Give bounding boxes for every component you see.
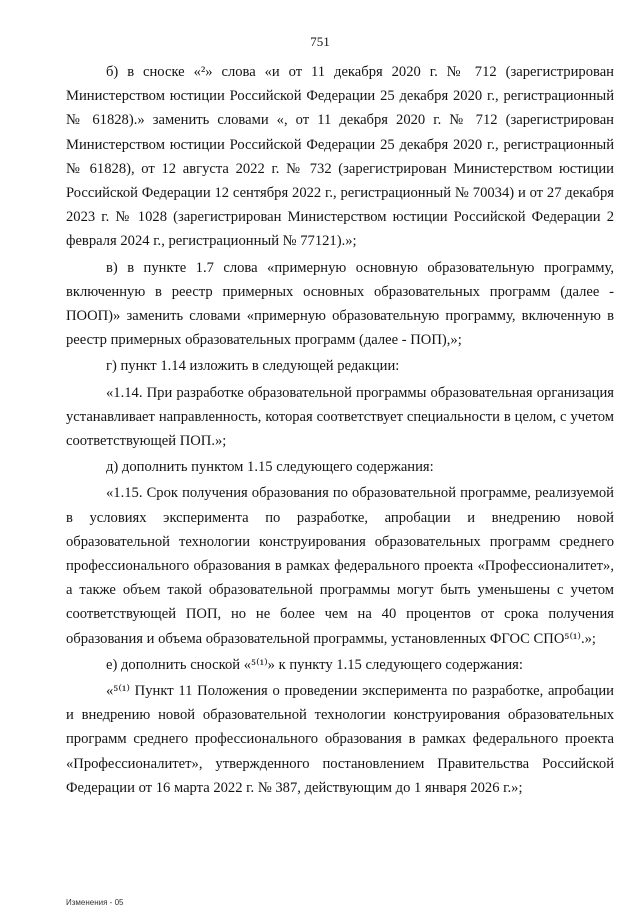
paragraph-g-item-1-14: г) пункт 1.14 изложить в следующей редакции: xyxy=(106,358,400,375)
paragraph-footnote-5-1-text: «⁵⁽¹⁾ Пункт 11 Положения о проведении эксперимента по разработке, апробации и внедрению новой образовательной технологии конструирования образовательных программ среднего профессионального образования в рамках федерального проекта «Профессионалитет», утвержденного постановлением Правительства Российской Федерации от 16 марта 2022 г. № 387, действующим до 1 января 2026 г.»; xyxy=(66,683,614,796)
paragraph-d-item-1-15: д) дополнить пунктом 1.15 следующего содержания: xyxy=(106,459,434,476)
paragraph-item-1-15-text: «1.15. Срок получения образования по образовательной программе, реализуемой в условиях эксперимента по разработке, апробации и внедрению новой образовательной технологии конструирования образовательных программ среднего профессионального образования в рамках федерального проекта «Профессионалитет», а также объем такой образовательной программы могут быть уменьшены с учетом соответствующей ПОП, но не более чем на 40 процентов от срока получения образования и объема образовательной программы, установленных ФГОС СПО⁵⁽¹⁾.»; xyxy=(66,485,614,647)
paragraph-e-footnote-5-1: е) дополнить сноской «⁵⁽¹⁾» к пункту 1.15 следующего содержания: xyxy=(106,656,523,673)
paragraph-b-footnote-2: б) в сноске «²» слова «и от 11 декабря 2020 г. № 712 (зарегистрирован Министерством юстиции Российской Федерации 25 декабря 2020 г., регистрационный № 61828).» заменить словами «, от 11 декабря 2020 г. № 712 (зарегистрирован Министерством юстиции Российской Федерации 25 декабря 2020 г., регистрационный № 61828), от 12 августа 2022 г. № 732 (зарегистрирован Министерством юстиции Российской Федерации 12 сентября 2022 г., регистрационный № 70034) и от 27 декабря 2023 г. № 1028 (зарегистрирован Министерством юстиции Российской Федерации 2 февраля 2024 г., регистрационный № 77121).»; xyxy=(66,64,614,250)
paragraph-v-item-1-7: в) в пункте 1.7 слова «примерную основную образовательную программу, включенную в реестр примерных основных образовательных программ (далее - ПООП)» заменить словами «примерную образовательную программу, включенную в реестр примерных образовательных программ (далее - ПОП),»; xyxy=(66,259,614,349)
revision-footer: Изменения - 05 xyxy=(66,898,124,907)
paragraph-item-1-14-text: «1.14. При разработке образовательной программы образовательная организация устанавливает направленность, которая соответствует специальности в целом, с учетом соответствующей ПОП.»; xyxy=(66,384,614,450)
document-body xyxy=(66,60,614,802)
page-number: 751 xyxy=(310,34,330,49)
